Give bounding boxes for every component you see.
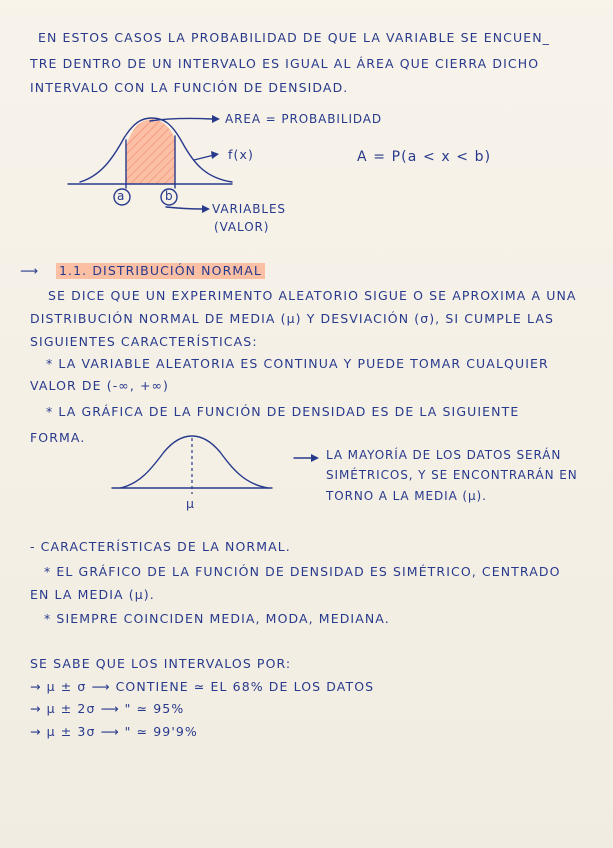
normal-curve bbox=[120, 436, 268, 488]
point-b-label: b bbox=[165, 189, 173, 203]
mu-label: µ bbox=[186, 496, 194, 511]
intro-line-3: INTERVALO CON LA FUNCIÓN DE DENSIDAD. bbox=[30, 80, 349, 95]
area-label: AREA = PROBABILIDAD bbox=[225, 112, 383, 126]
probability-formula: A = P(a < x < b) bbox=[357, 149, 492, 165]
characteristics-bullet-1-line-2: EN LA MEDIA (µ). bbox=[30, 587, 155, 602]
characteristics-title: - CARACTERÍSTICAS DE LA NORMAL. bbox=[30, 539, 291, 554]
intro-line-2: TRE DENTRO DE UN INTERVALO ES IGUAL AL ÁREA QUE CIERRA DICHO bbox=[30, 56, 540, 71]
bullet-1-line-2: VALOR DE (-∞, +∞) bbox=[30, 378, 170, 393]
interval-row-3: → µ ± 3σ ⟶ " ≃ 99'9% bbox=[30, 724, 198, 739]
section-arrow: ⟶ bbox=[20, 263, 40, 278]
intro-line-1: EN ESTOS CASOS LA PROBABILIDAD DE QUE LA VARIABLE SE ENCUEN_ bbox=[38, 30, 551, 45]
note-line-3: TORNO A LA MEDIA (µ). bbox=[326, 489, 487, 503]
characteristics-bullet-2: * SIEMPRE COINCIDEN MEDIA, MODA, MEDIANA. bbox=[44, 611, 390, 626]
definition-line-1: SE DICE QUE UN EXPERIMENTO ALEATORIO SIGUE O SE APROXIMA A UNA bbox=[48, 288, 577, 303]
definition-line-2: DISTRIBUCIÓN NORMAL DE MEDIA (µ) Y DESVIACIÓN (σ), SI CUMPLE LAS bbox=[30, 311, 555, 326]
bullet-1-line-1: * LA VARIABLE ALEATORIA ES CONTINUA Y PUEDE TOMAR CUALQUIER bbox=[46, 356, 549, 371]
section-title-text: 1.1. DISTRIBUCIÓN NORMAL bbox=[56, 263, 265, 279]
interval-row-2: → µ ± 2σ ⟶ " ≃ 95% bbox=[30, 701, 185, 716]
point-a-label: a bbox=[117, 189, 125, 203]
definition-line-3: SIGUIENTES CARACTERÍSTICAS: bbox=[30, 334, 258, 349]
bullet-2-line-1: * LA GRÁFICA DE LA FUNCIÓN DE DENSIDAD ES DE LA SIGUIENTE bbox=[46, 404, 520, 419]
bullet-2-line-2: FORMA. bbox=[30, 430, 86, 445]
intervals-intro: SE SABE QUE LOS INTERVALOS POR: bbox=[30, 656, 292, 671]
fx-label: f(x) bbox=[228, 147, 254, 162]
interval-row-1: → µ ± σ ⟶ CONTIENE ≃ EL 68% DE LOS DATOS bbox=[30, 679, 375, 694]
note-line-1: LA MAYORÍA DE LOS DATOS SERÁN bbox=[326, 448, 562, 462]
characteristics-bullet-1-line-1: * EL GRÁFICO DE LA FUNCIÓN DE DENSIDAD ES SIMÉTRICO, CENTRADO bbox=[44, 564, 561, 579]
variables-label: VARIABLES bbox=[212, 202, 286, 216]
note-line-2: SIMÉTRICOS, Y SE ENCONTRARÁN EN bbox=[326, 468, 578, 482]
valor-label: (VALOR) bbox=[214, 220, 270, 234]
